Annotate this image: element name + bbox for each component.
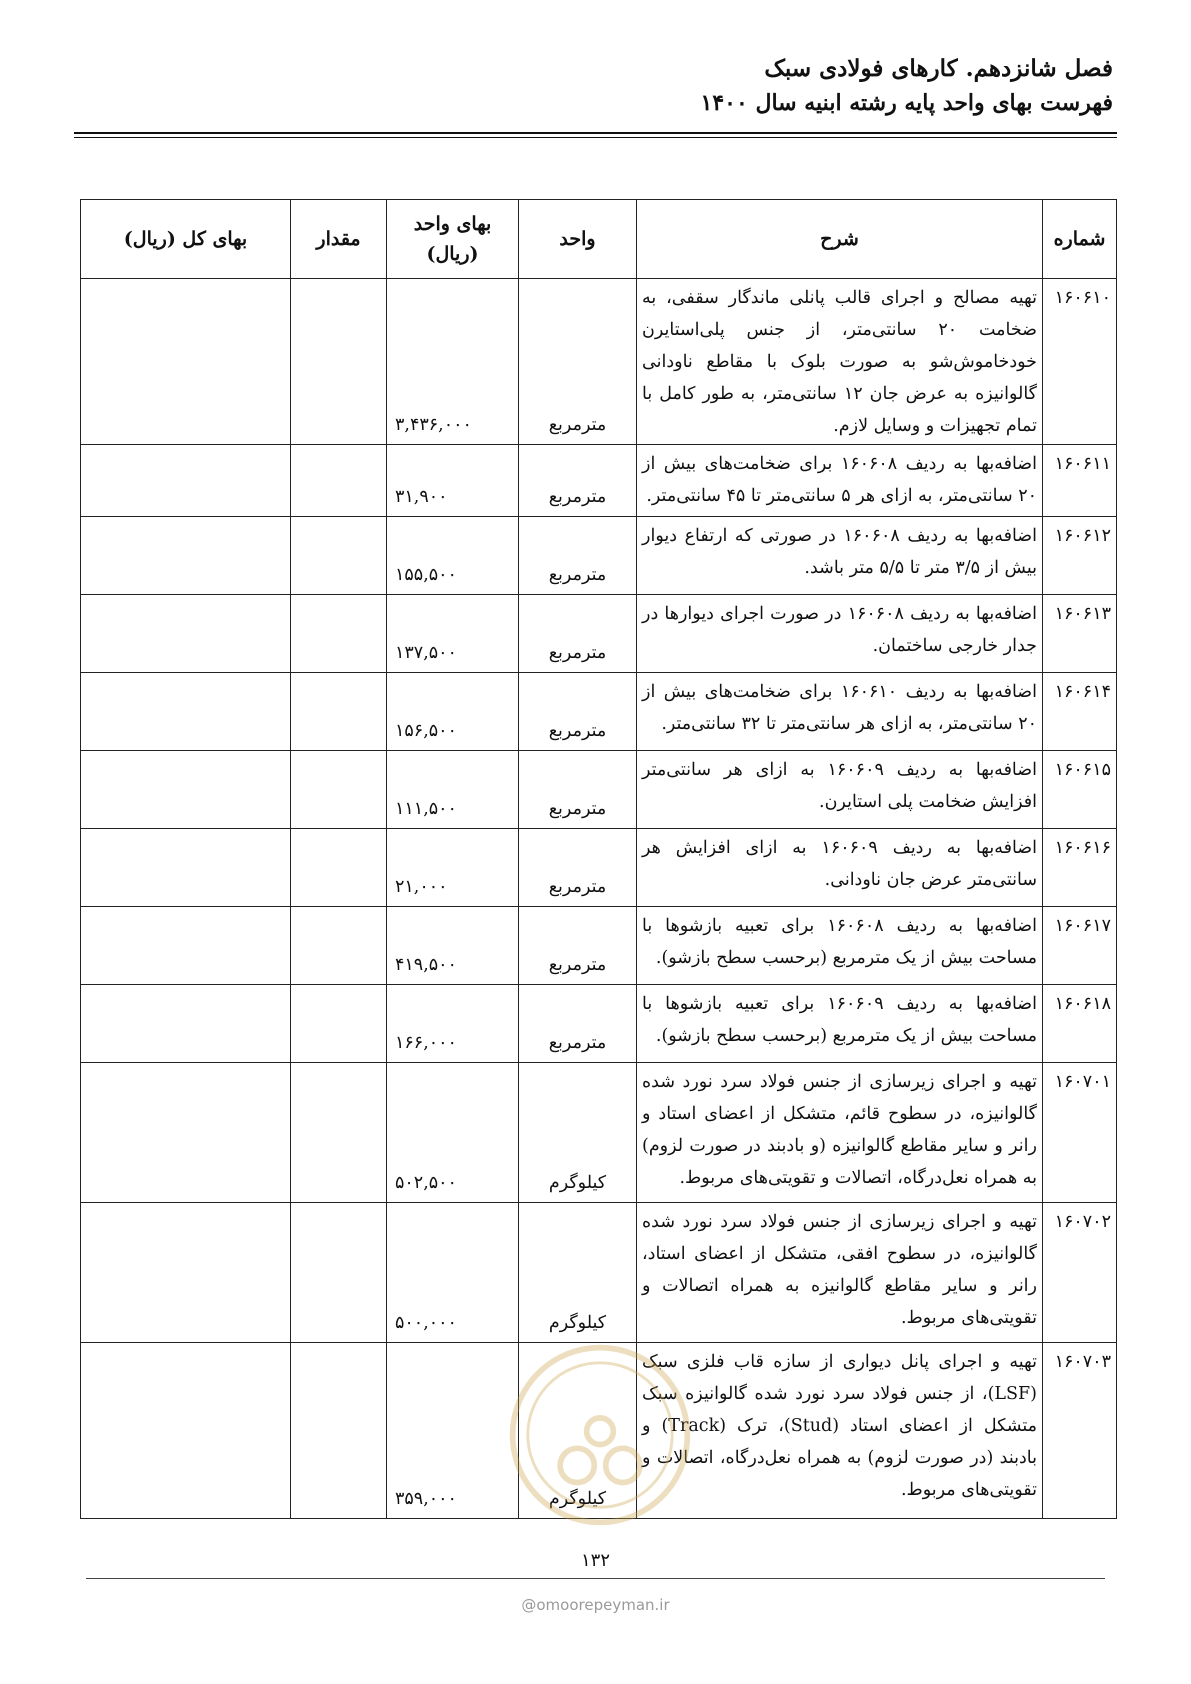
col-unit-price-currency: (ریال) [426, 243, 479, 265]
table-row [81, 1203, 1117, 1343]
row-description: تهیه و اجرای زیرسازی از جنس فولاد سرد نورد شده گالوانیزه، در سطوح قائم، متشکل از اعضای استاد و رانر و سایر مقاطع گالوانیزه (و بادبند در صورت لزوم) به همراه نعل‌درگاه، اتصالات و تقویتی‌های مربوط. [637, 1063, 1043, 1203]
table-row [81, 279, 1117, 445]
row-total [81, 751, 291, 829]
table-row [81, 985, 1117, 1063]
row-description: اضافه‌بها به ردیف ۱۶۰۶۰۸ در صورت اجرای دیوارها در جدار خارجی ساختمان. [637, 595, 1043, 673]
table-row [81, 907, 1117, 985]
row-description: اضافه‌بها به ردیف ۱۶۰۶۰۸ برای ضخامت‌های بیش از ۲۰ سانتی‌متر، به ازای هر ۵ سانتی‌متر تا ۴۵ سانتی‌متر. [637, 445, 1043, 517]
row-unit: کیلوگرم [519, 1063, 637, 1203]
row-total [81, 1343, 291, 1519]
row-quantity [291, 595, 387, 673]
col-number: شماره [1043, 200, 1117, 279]
row-code: ۱۶۰۶۱۰ [1043, 279, 1117, 445]
row-code: ۱۶۰۷۰۱ [1043, 1063, 1117, 1203]
row-quantity [291, 751, 387, 829]
row-code: ۱۶۰۶۱۲ [1043, 517, 1117, 595]
row-description: اضافه‌بها به ردیف ۱۶۰۶۱۰ برای ضخامت‌های بیش از ۲۰ سانتی‌متر، به ازای هر سانتی‌متر تا ۳۲ سانتی‌متر. [637, 673, 1043, 751]
stamp-watermark-icon [505, 1340, 695, 1530]
row-unit-price: ۱۶۶,۰۰۰ [387, 985, 519, 1063]
row-unit: کیلوگرم [519, 1203, 637, 1343]
row-unit-price: ۴۱۹,۵۰۰ [387, 907, 519, 985]
row-unit-price: ۲۱,۰۰۰ [387, 829, 519, 907]
table-row [81, 829, 1117, 907]
row-unit: مترمربع [519, 517, 637, 595]
table-row [81, 595, 1117, 673]
table-row [81, 673, 1117, 751]
row-total [81, 985, 291, 1063]
row-unit: مترمربع [519, 595, 637, 673]
page-number: ۱۳۲ [580, 1550, 610, 1571]
row-total [81, 829, 291, 907]
table-row [81, 751, 1117, 829]
table-row [81, 517, 1117, 595]
row-code: ۱۶۰۶۱۱ [1043, 445, 1117, 517]
row-code: ۱۶۰۶۱۳ [1043, 595, 1117, 673]
row-unit-price: ۳,۴۳۶,۰۰۰ [387, 279, 519, 445]
col-unit: واحد [519, 200, 637, 279]
footer-rule [86, 1578, 1105, 1579]
col-unit-price [387, 200, 519, 279]
row-total [81, 673, 291, 751]
page-header [74, 52, 1113, 120]
row-total [81, 1203, 291, 1343]
row-quantity [291, 1343, 387, 1519]
row-description: تهیه و اجرای پانل دیواری از سازه قاب فلزی سبک (LSF)، از جنس فولاد سرد نورد شده گالوانیزه سبک متشکل از اعضای استاد (Stud)، ترک (Track) و بادبند (در صورت لزوم) به همراه نعل‌درگاه، اتصالات و تقویتی‌های مربوط. [637, 1343, 1043, 1519]
row-quantity [291, 1203, 387, 1343]
row-description: اضافه‌بها به ردیف ۱۶۰۶۰۹ برای تعبیه بازشوها با مساحت بیش از یک مترمربع (برحسب سطح بازشو). [637, 985, 1043, 1063]
row-code: ۱۶۰۶۱۵ [1043, 751, 1117, 829]
row-description: اضافه‌بها به ردیف ۱۶۰۶۰۸ در صورتی که ارتفاع دیوار بیش از ۳/۵ متر تا ۵/۵ متر باشد. [637, 517, 1043, 595]
row-code: ۱۶۰۷۰۳ [1043, 1343, 1117, 1519]
row-code: ۱۶۰۶۱۴ [1043, 673, 1117, 751]
price-table [80, 199, 1117, 1519]
row-quantity [291, 673, 387, 751]
header-rule-thin [74, 137, 1117, 138]
row-unit-price: ۱۵۵,۵۰۰ [387, 517, 519, 595]
row-unit: کیلوگرم [519, 1343, 637, 1519]
row-unit: مترمربع [519, 829, 637, 907]
row-quantity [291, 907, 387, 985]
row-code: ۱۶۰۷۰۲ [1043, 1203, 1117, 1343]
row-unit: مترمربع [519, 751, 637, 829]
row-total [81, 445, 291, 517]
row-unit: مترمربع [519, 673, 637, 751]
price-list-title: فهرست بهای واحد پایه رشته ابنیه سال ۱۴۰۰ [700, 90, 1113, 116]
row-unit-price: ۵۰۰,۰۰۰ [387, 1203, 519, 1343]
row-unit-price: ۱۳۷,۵۰۰ [387, 595, 519, 673]
row-code: ۱۶۰۶۱۷ [1043, 907, 1117, 985]
row-code: ۱۶۰۶۱۶ [1043, 829, 1117, 907]
row-total [81, 595, 291, 673]
row-quantity [291, 517, 387, 595]
row-unit-price: ۳۱,۹۰۰ [387, 445, 519, 517]
row-quantity [291, 829, 387, 907]
row-unit: مترمربع [519, 445, 637, 517]
footer-site: @omoorepeyman.ir [521, 1596, 670, 1614]
col-description: شرح [637, 200, 1043, 279]
row-unit: مترمربع [519, 985, 637, 1063]
row-unit: مترمربع [519, 279, 637, 445]
row-unit-price: ۳۵۹,۰۰۰ [387, 1343, 519, 1519]
row-unit-price: ۵۰۲,۵۰۰ [387, 1063, 519, 1203]
row-quantity [291, 279, 387, 445]
table-header-row [81, 200, 1117, 279]
table-row [81, 445, 1117, 517]
row-description: تهیه و اجرای زیرسازی از جنس فولاد سرد نورد شده گالوانیزه، در سطوح افقی، متشکل از اعضای استاد، رانر و سایر مقاطع گالوانیزه به همراه اتصالات و تقویتی‌های مربوط. [637, 1203, 1043, 1343]
header-rule-thick [74, 132, 1117, 134]
row-description: تهیه مصالح و اجرای قالب پانلی ماندگار سقفی، به ضخامت ۲۰ سانتی‌متر، از جنس پلی‌استایرن خودخاموش‌شو به صورت بلوک با مقاطع ناودانی گالوانیزه به عرض جان ۱۲ سانتی‌متر، به طور کامل با تمام تجهیزات و وسایل لازم. [637, 279, 1043, 445]
row-total [81, 907, 291, 985]
col-unit-price-label: بهای واحد [413, 213, 492, 235]
row-code: ۱۶۰۶۱۸ [1043, 985, 1117, 1063]
row-quantity [291, 445, 387, 517]
chapter-title: فصل شانزدهم. کارهای فولادی سبک [764, 55, 1113, 82]
row-description: اضافه‌بها به ردیف ۱۶۰۶۰۹ به ازای هر سانتی‌متر افزایش ضخامت پلی استایرن. [637, 751, 1043, 829]
col-total-price: بهای کل (ریال) [81, 200, 291, 279]
row-unit-price: ۱۱۱,۵۰۰ [387, 751, 519, 829]
row-quantity [291, 985, 387, 1063]
col-quantity: مقدار [291, 200, 387, 279]
row-description: اضافه‌بها به ردیف ۱۶۰۶۰۸ برای تعبیه بازشوها با مساحت بیش از یک مترمربع (برحسب سطح بازشو). [637, 907, 1043, 985]
table-row [81, 1063, 1117, 1203]
row-total [81, 517, 291, 595]
row-quantity [291, 1063, 387, 1203]
row-description: اضافه‌بها به ردیف ۱۶۰۶۰۹ به ازای افزایش هر سانتی‌متر عرض جان ناودانی. [637, 829, 1043, 907]
row-unit: مترمربع [519, 907, 637, 985]
row-unit-price: ۱۵۶,۵۰۰ [387, 673, 519, 751]
row-total [81, 1063, 291, 1203]
row-total [81, 279, 291, 445]
